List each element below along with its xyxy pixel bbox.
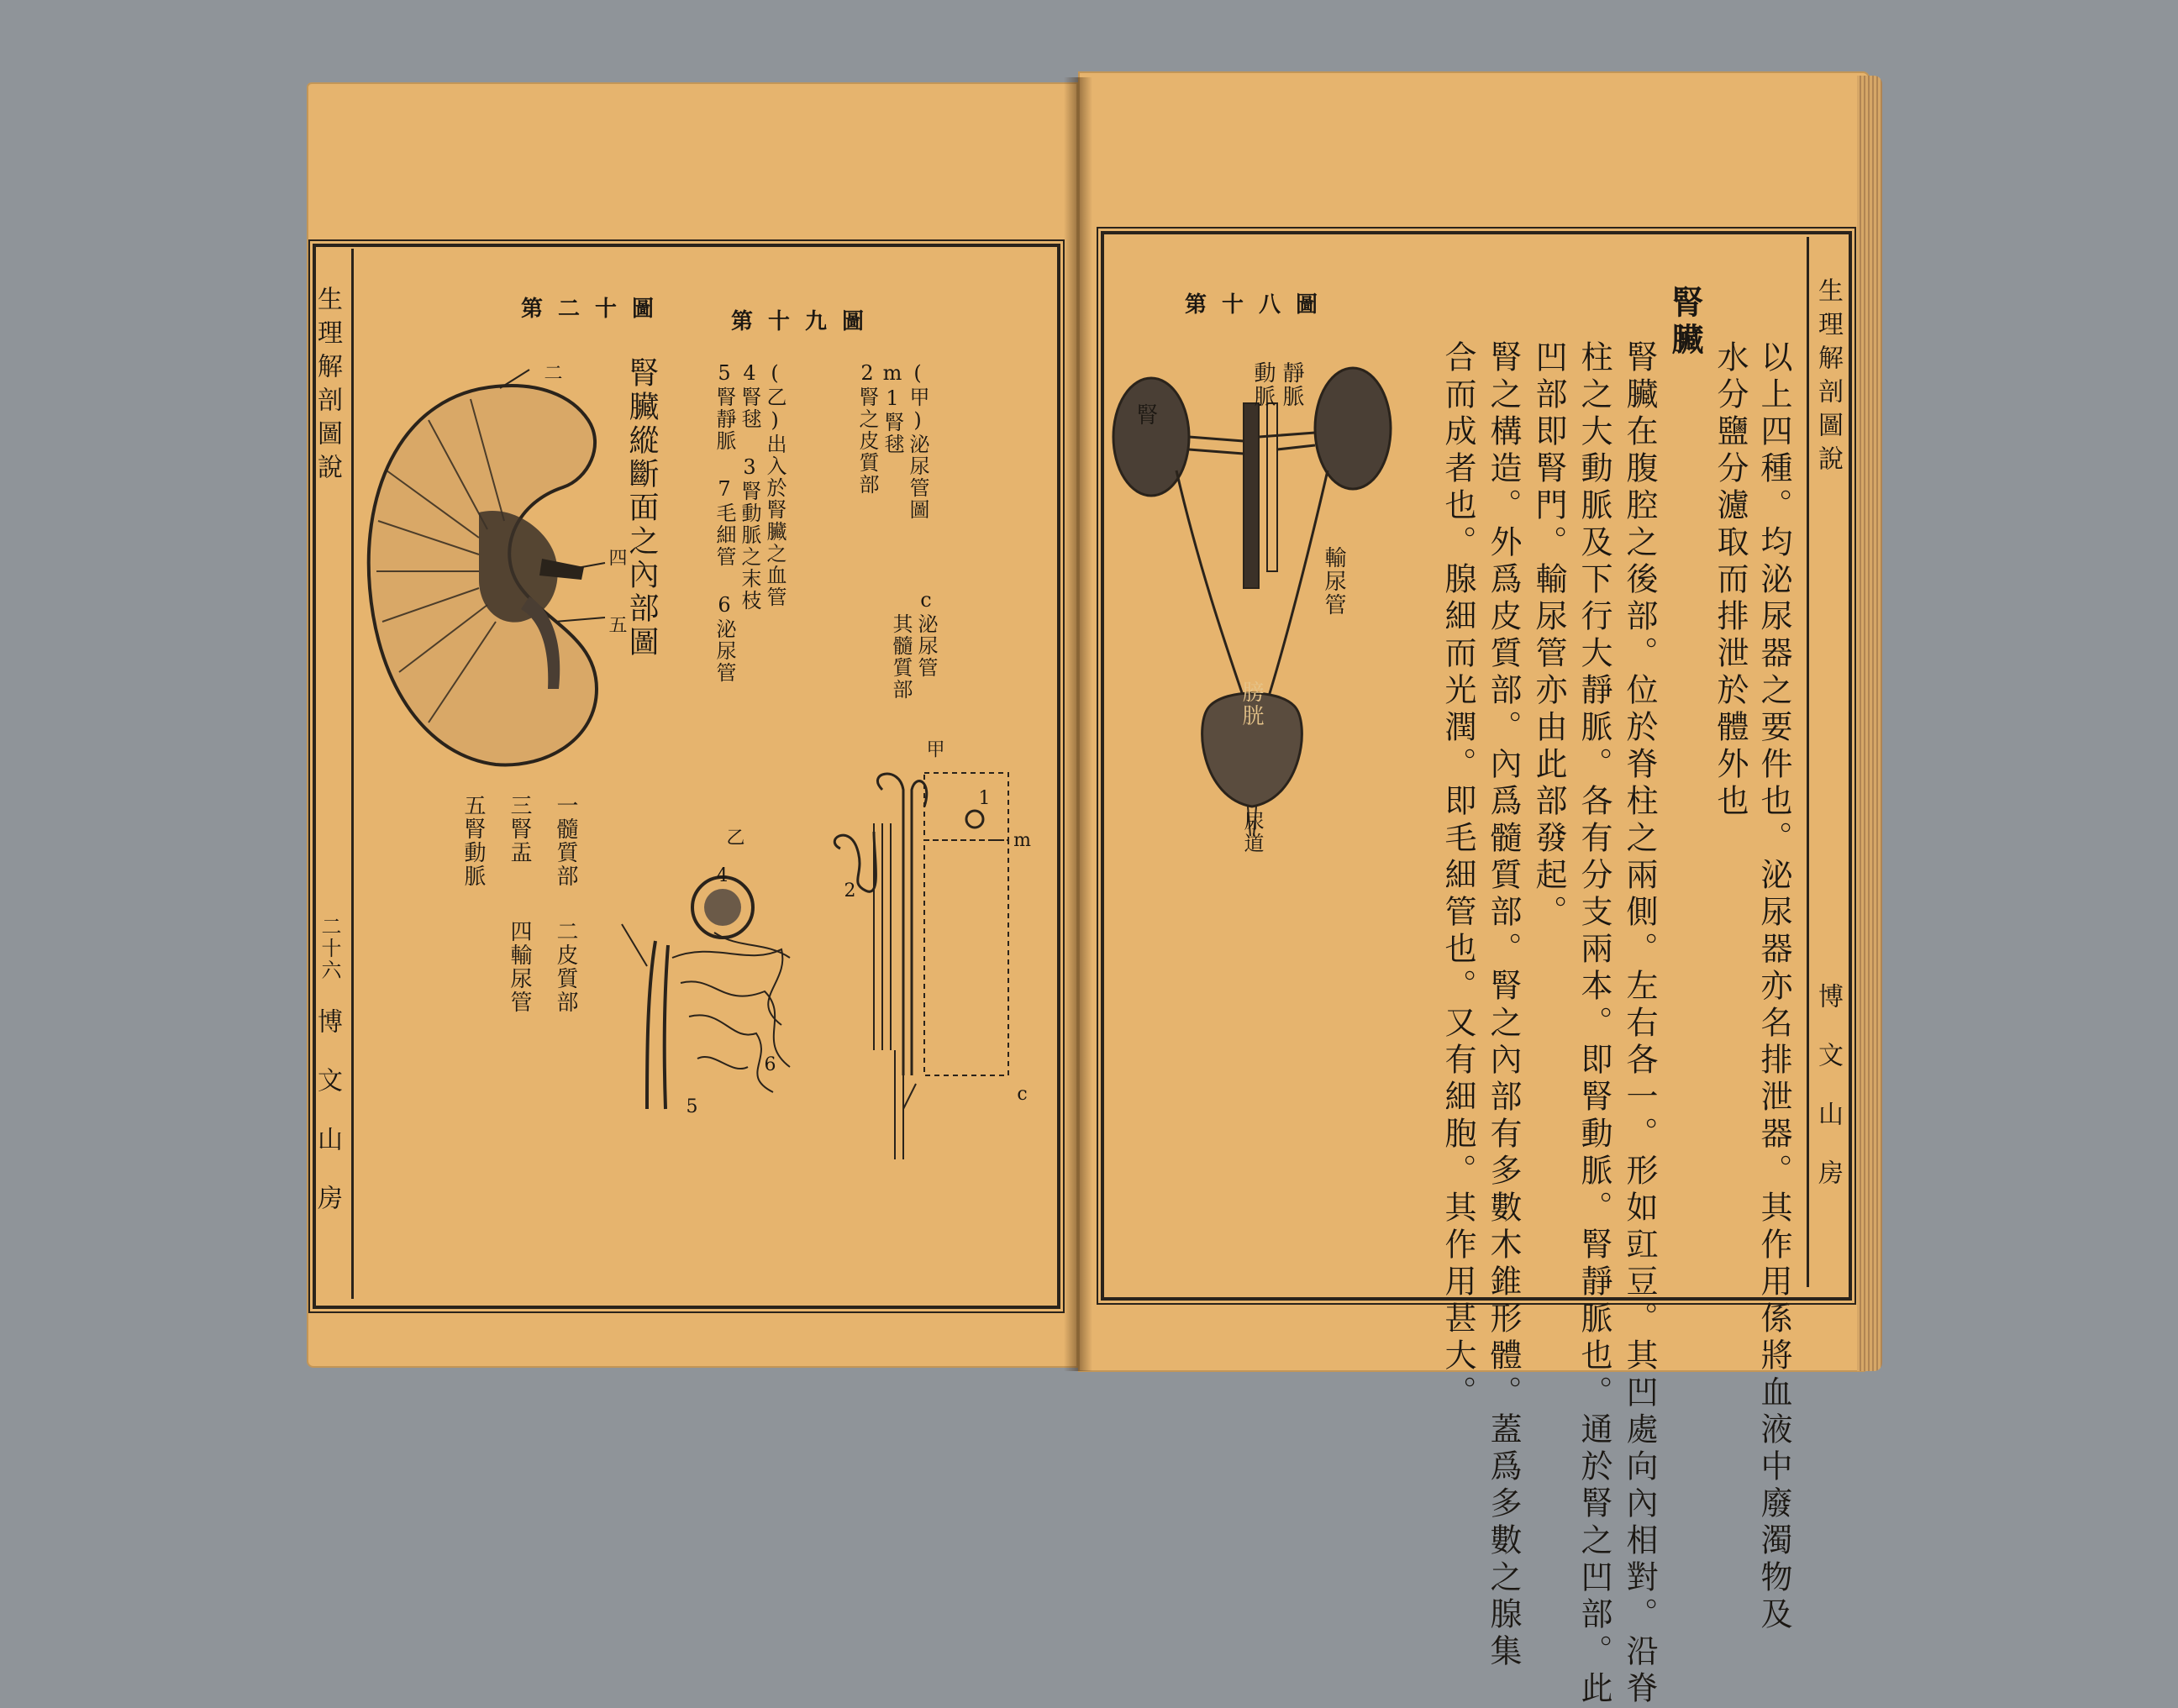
figure-20-number-5: 五	[606, 615, 627, 635]
figure-19-blood-vessel-illustration	[622, 865, 823, 1117]
figure-19-label-4: 4	[712, 865, 733, 888]
figure-20-legend-1: 一髓質部	[553, 794, 578, 888]
figure-20-caption: 第二十圖	[521, 297, 670, 322]
body-column-7: 腎之構造。外爲皮質部。內爲髓質部。腎之內部有多數木錐形體。蓋爲多數之腺集	[1485, 340, 1522, 1671]
figure-19-label-6: 6	[760, 1054, 781, 1077]
section-heading-kidney: 腎臟	[1666, 286, 1704, 360]
body-column-1: 以上四種。均泌尿器之要件也。泌尿器亦名排泄器。其作用係將血液中廢濁物及	[1755, 340, 1792, 1634]
figure-18-label-kidney: 腎	[1133, 403, 1158, 427]
figure-19-nephron-illustration	[823, 756, 1025, 1176]
left-side-title: 生理解剖圖說	[313, 286, 342, 487]
figure-19-label-m: m	[1012, 830, 1033, 853]
figure-19-legend-a-3: 2腎之皮質部	[855, 361, 879, 496]
figure-19-label-c: c	[1012, 1084, 1033, 1106]
figure-20-number-2: 二	[541, 363, 562, 383]
figure-19-legend-a-4: c泌尿管	[914, 588, 938, 679]
figure-19-label-2: 2	[839, 880, 860, 903]
figure-20-legend-5: 五腎動脈	[460, 794, 486, 888]
figure-18-label-bladder: 膀胱	[1239, 681, 1264, 728]
figure-19-caption: 第十九圖	[731, 309, 880, 334]
figure-19-label-5: 5	[681, 1096, 702, 1119]
figure-18-caption: 第十八圖	[1185, 292, 1334, 318]
left-side-publisher: 博文山房	[313, 1008, 342, 1243]
figure-19-legend-b-2: 4腎毬 3腎動脈之末枝	[738, 361, 761, 612]
figure-19-legend-a-1: (甲)泌尿管圖	[906, 361, 929, 521]
figure-20-kidney-illustration	[353, 370, 622, 773]
figure-18-label-vein: 靜脈	[1279, 361, 1304, 408]
left-page-number: 二十六	[318, 916, 341, 981]
figure-20-legend-4: 四輸尿管	[507, 920, 532, 1014]
body-column-5: 柱之大動脈及下行大靜脈。各有分支兩本。即腎動脈。腎靜脈也。通於腎之凹部。此	[1576, 340, 1612, 1708]
body-column-4: 腎臟在腹腔之後部。位於脊柱之兩側。左右各一。形如豇豆。其凹處向內相對。沿脊	[1621, 340, 1658, 1708]
figure-20-number-4: 四	[606, 548, 627, 568]
right-side-publisher: 博文山房	[1813, 983, 1843, 1218]
figure-20-title: 腎臟縱斷面之內部圖	[624, 357, 659, 660]
figure-19-legend-a-5: 其髓質部	[889, 613, 913, 701]
figure-19-label-jia: 甲	[923, 739, 944, 759]
page-edges	[1857, 76, 1882, 1371]
figure-19-label-1: 1	[974, 788, 995, 811]
figure-19-legend-b-1: (乙)出入於腎臟之血管	[763, 361, 786, 608]
figure-18-label-urethra: 尿道	[1240, 811, 1264, 854]
book-gutter	[1064, 77, 1092, 1371]
figure-19-label-yi: 乙	[723, 828, 744, 848]
body-column-2: 水分鹽分濾取而排泄於體外也	[1712, 340, 1749, 821]
right-side-rule	[1807, 237, 1809, 1287]
body-column-6: 凹部即腎門。輸尿管亦由此部發起。	[1530, 340, 1567, 932]
figure-19-legend-b-3: 5腎靜脈 7毛細管 6泌尿管	[713, 361, 736, 684]
figure-18-urinary-system-illustration	[1109, 370, 1395, 840]
figure-20-legend-3: 三腎盂	[507, 794, 532, 865]
figure-20-legend-2: 二皮質部	[553, 920, 578, 1014]
right-side-title: 生理解剖圖說	[1813, 277, 1843, 479]
figure-19-legend-a-2: m1腎毬	[881, 361, 904, 455]
figure-18-label-ureter: 輸尿管	[1321, 546, 1346, 617]
body-column-8: 合而成者也。腺細而光潤。即毛細管也。又有細胞。其作用甚大。	[1439, 340, 1476, 1412]
figure-18-label-artery: 動脈	[1250, 361, 1276, 408]
